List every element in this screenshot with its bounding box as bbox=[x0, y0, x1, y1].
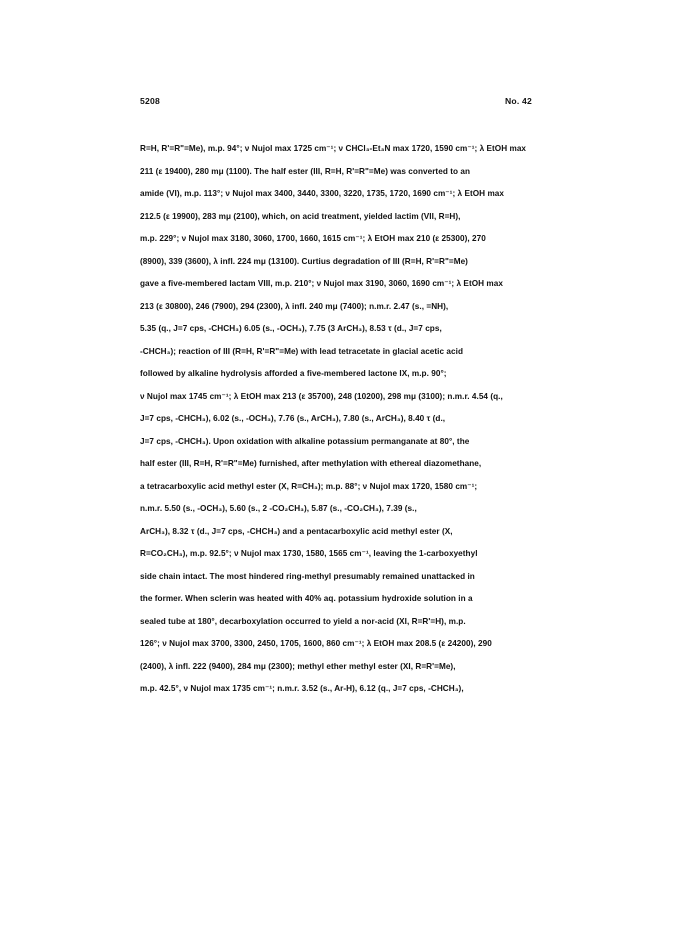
issue-number: No. 42 bbox=[505, 96, 532, 106]
text-line: 5.35 (q., J=7 cps, -CHCH₃) 6.05 (s., -OCH₃), 7.75 (3 ArCH₃), 8.53 τ (d., J=7 cps, bbox=[140, 324, 442, 333]
text-line: 211 (ε 19400), 280 mμ (1100). The half ester (III, R=H, R'=R"=Me) was converted to an bbox=[140, 166, 470, 176]
text-line: a tetracarboxylic acid methyl ester (X, R=CH₃); m.p. 88°; ν Nujol max 1720, 1580 cm⁻¹; bbox=[140, 481, 478, 491]
text-line: 212.5 (ε 19900), 283 mμ (2100), which, on acid treatment, yielded lactim (VII, R=H), bbox=[140, 211, 461, 221]
text-line: m.p. 42.5°, ν Nujol max 1735 cm⁻¹; n.m.r. 3.52 (s., Ar-H), 6.12 (q., J=7 cps, -CHCH₃), bbox=[140, 684, 464, 693]
text-line: sealed tube at 180°, decarboxylation occurred to yield a nor-acid (XI, R=R'=H), m.p. bbox=[140, 616, 466, 626]
text-line: ArCH₃), 8.32 τ (d., J=7 cps, -CHCH₃) and a pentacarboxylic acid methyl ester (X, bbox=[140, 526, 453, 536]
page-number: 5208 bbox=[140, 96, 160, 106]
text-line: side chain intact. The most hindered ring-methyl presumably remained unattacked in bbox=[140, 571, 475, 581]
text-line: 126°; ν Nujol max 3700, 3300, 2450, 1705, 1600, 860 cm⁻¹; λ EtOH max 208.5 (ε 24200), 290 bbox=[140, 639, 492, 648]
text-line: ν Nujol max 1745 cm⁻¹; λ EtOH max 213 (ε 35700), 248 (10200), 298 mμ (3100); n.m.r. 4.54 (q., bbox=[140, 391, 503, 401]
text-line: R=CO₂CH₃), m.p. 92.5°; ν Nujol max 1730, 1580, 1565 cm⁻¹, leaving the 1-carboxyethyl bbox=[140, 549, 478, 558]
text-line: n.m.r. 5.50 (s., -OCH₃), 5.60 (s., 2 -CO₂CH₃), 5.87 (s., -CO₂CH₃), 7.39 (s., bbox=[140, 504, 417, 513]
text-line: amide (VI), m.p. 113°; ν Nujol max 3400, 3440, 3300, 3220, 1735, 1720, 1690 cm⁻¹; λ EtOH max bbox=[140, 189, 505, 198]
text-line: R=H, R'=R"=Me), m.p. 94°; ν Nujol max 1725 cm⁻¹; ν CHCl₃-Et₃N max 1720, 1590 cm⁻¹; λ EtOH max bbox=[140, 144, 527, 153]
text-line: (8900), 339 (3600), λ infl. 224 mμ (13100). Curtius degradation of III (R=H, R'=R"=Me) bbox=[140, 256, 468, 266]
text-line: (2400), λ infl. 222 (9400), 284 mμ (2300); methyl ether methyl ester (XI, R=R'=Me), bbox=[140, 661, 456, 671]
text-line: 213 (ε 30800), 246 (7900), 294 (2300), λ infl. 240 mμ (7400); n.m.r. 2.47 (s., =NH), bbox=[140, 301, 449, 311]
text-line: J=7 cps, -CHCH₃), 6.02 (s., -OCH₃), 7.76 (s., ArCH₃), 7.80 (s., ArCH₃), 8.40 τ (d., bbox=[140, 414, 446, 423]
text-line: half ester (III, R=H, R'=R"=Me) furnished, after methylation with ethereal diazomethane, bbox=[140, 459, 482, 468]
text-line: J=7 cps, -CHCH₃). Upon oxidation with alkaline potassium permanganate at 80°, the bbox=[140, 436, 470, 446]
text-line: the former. When sclerin was heated with 40% aq. potassium hydroxide solution in a bbox=[140, 594, 473, 603]
text-line: followed by alkaline hydrolysis afforded a five-membered lactone IX, m.p. 90°; bbox=[140, 369, 447, 378]
body-text bbox=[140, 138, 552, 701]
text-line: -CHCH₃); reaction of III (R=H, R'=R"=Me) with lead tetracetate in glacial acetic acid bbox=[140, 346, 464, 356]
text-line: m.p. 229°; ν Nujol max 3180, 3060, 1700, 1660, 1615 cm⁻¹; λ EtOH max 210 (ε 25300), 270 bbox=[140, 234, 486, 243]
text-line: gave a five-membered lactam VIII, m.p. 210°; ν Nujol max 3190, 3060, 1690 cm⁻¹; λ EtOH max bbox=[140, 279, 503, 288]
